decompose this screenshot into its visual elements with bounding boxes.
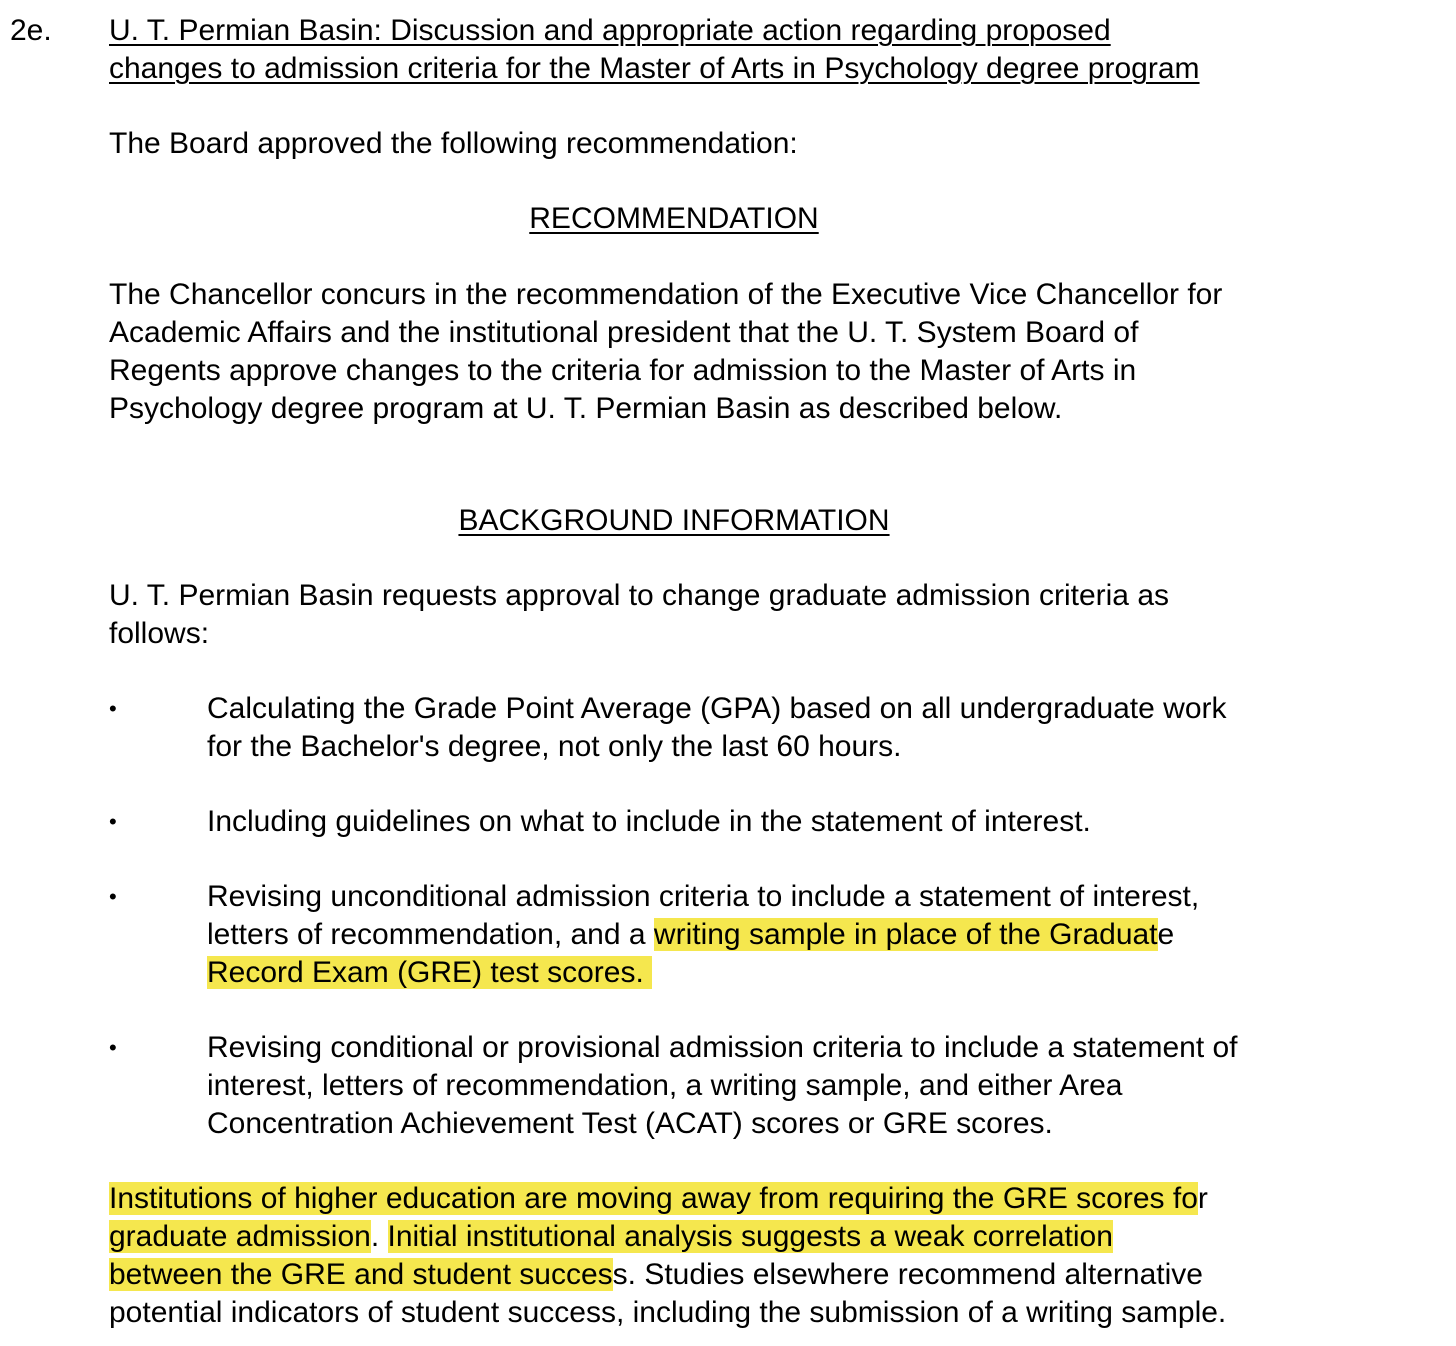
recommendation-line-3: Regents approve changes to the criteria for admission to the Master of Arts in	[109, 354, 1137, 387]
bullet-4-line-3: Concentration Achievement Test (ACAT) scores or GRE scores.	[207, 1107, 1053, 1140]
closing-line-2	[109, 1218, 1449, 1256]
item-title	[109, 12, 1429, 88]
bullet-4-line-2: interest, letters of recommendation, a writing sample, and either Area	[207, 1069, 1123, 1102]
bullet-marker-2: •	[109, 809, 117, 834]
highlighted-text: writing sample in place of the Graduat	[653, 918, 1158, 951]
highlighted-text: between the GRE and student succes	[109, 1258, 613, 1291]
highlighted-text: Record Exam (GRE) test scores.	[207, 956, 653, 989]
bullet-3-line-3	[207, 954, 1427, 992]
closing-line-3	[109, 1256, 1449, 1294]
bullet-marker-4: •	[109, 1035, 117, 1060]
bullet-item-2	[207, 803, 1427, 841]
highlighted-text: graduate admission	[109, 1220, 371, 1253]
highlighted-text: Institutions of higher education are moving away from requiring the GRE scores fo	[109, 1182, 1198, 1215]
recommendation-line-4: Psychology degree program at U. T. Permian Basin as described below.	[109, 392, 1063, 425]
bullet-4-line-1: Revising conditional or provisional admission criteria to include a statement of	[207, 1031, 1238, 1064]
item-title-line-1: U. T. Permian Basin: Discussion and appropriate action regarding proposed	[109, 14, 1111, 47]
bullet-item-3	[207, 878, 1427, 992]
bullet-3-line-2	[207, 916, 1427, 954]
approval-statement: The Board approved the following recommendation:	[109, 127, 798, 160]
background-intro-line-2: follows:	[109, 617, 210, 650]
bullet-item-4	[207, 1029, 1427, 1143]
bullet-marker-3: •	[109, 884, 117, 909]
closing-line-1-tail: r	[1197, 1182, 1208, 1215]
closing-line-3-tail: s. Studies elsewhere recommend alternative	[612, 1258, 1203, 1291]
item-number: 2e.	[10, 14, 52, 47]
item-title-line-2: changes to admission criteria for the Master of Arts in Psychology degree program	[109, 52, 1200, 85]
highlighted-text: Initial institutional analysis suggests a weak correlation	[387, 1220, 1113, 1253]
bullet-1-line-2: for the Bachelor's degree, not only the last 60 hours.	[207, 730, 902, 763]
closing-paragraph	[109, 1180, 1449, 1332]
background-heading-text: BACKGROUND INFORMATION	[458, 504, 890, 537]
recommendation-heading	[0, 200, 1348, 238]
background-intro-line-1: U. T. Permian Basin requests approval to change graduate admission criteria as	[109, 579, 1170, 612]
closing-line-2-mid: .	[370, 1220, 388, 1253]
background-intro	[109, 577, 1429, 653]
bullet-marker-1: •	[109, 696, 117, 721]
bullet-3-line-2-plain: letters of recommendation, and a	[207, 918, 654, 951]
recommendation-heading-text: RECOMMENDATION	[529, 202, 819, 235]
bullet-1-line-1: Calculating the Grade Point Average (GPA) based on all undergraduate work	[207, 692, 1227, 725]
bullet-item-1	[207, 690, 1427, 766]
bullet-3-line-2-tail: e	[1157, 918, 1175, 951]
closing-line-1	[109, 1180, 1449, 1218]
background-heading	[0, 502, 1348, 540]
recommendation-line-1: The Chancellor concurs in the recommendation of the Executive Vice Chancellor for	[109, 278, 1223, 311]
bullet-3-line-1: Revising unconditional admission criteria to include a statement of interest,	[207, 880, 1200, 913]
recommendation-paragraph	[109, 276, 1429, 428]
recommendation-line-2: Academic Affairs and the institutional president that the U. T. System Board of	[109, 316, 1139, 349]
closing-line-4: potential indicators of student success, including the submission of a writing sample.	[109, 1296, 1227, 1329]
bullet-2-line-1: Including guidelines on what to include in the statement of interest.	[207, 805, 1091, 838]
